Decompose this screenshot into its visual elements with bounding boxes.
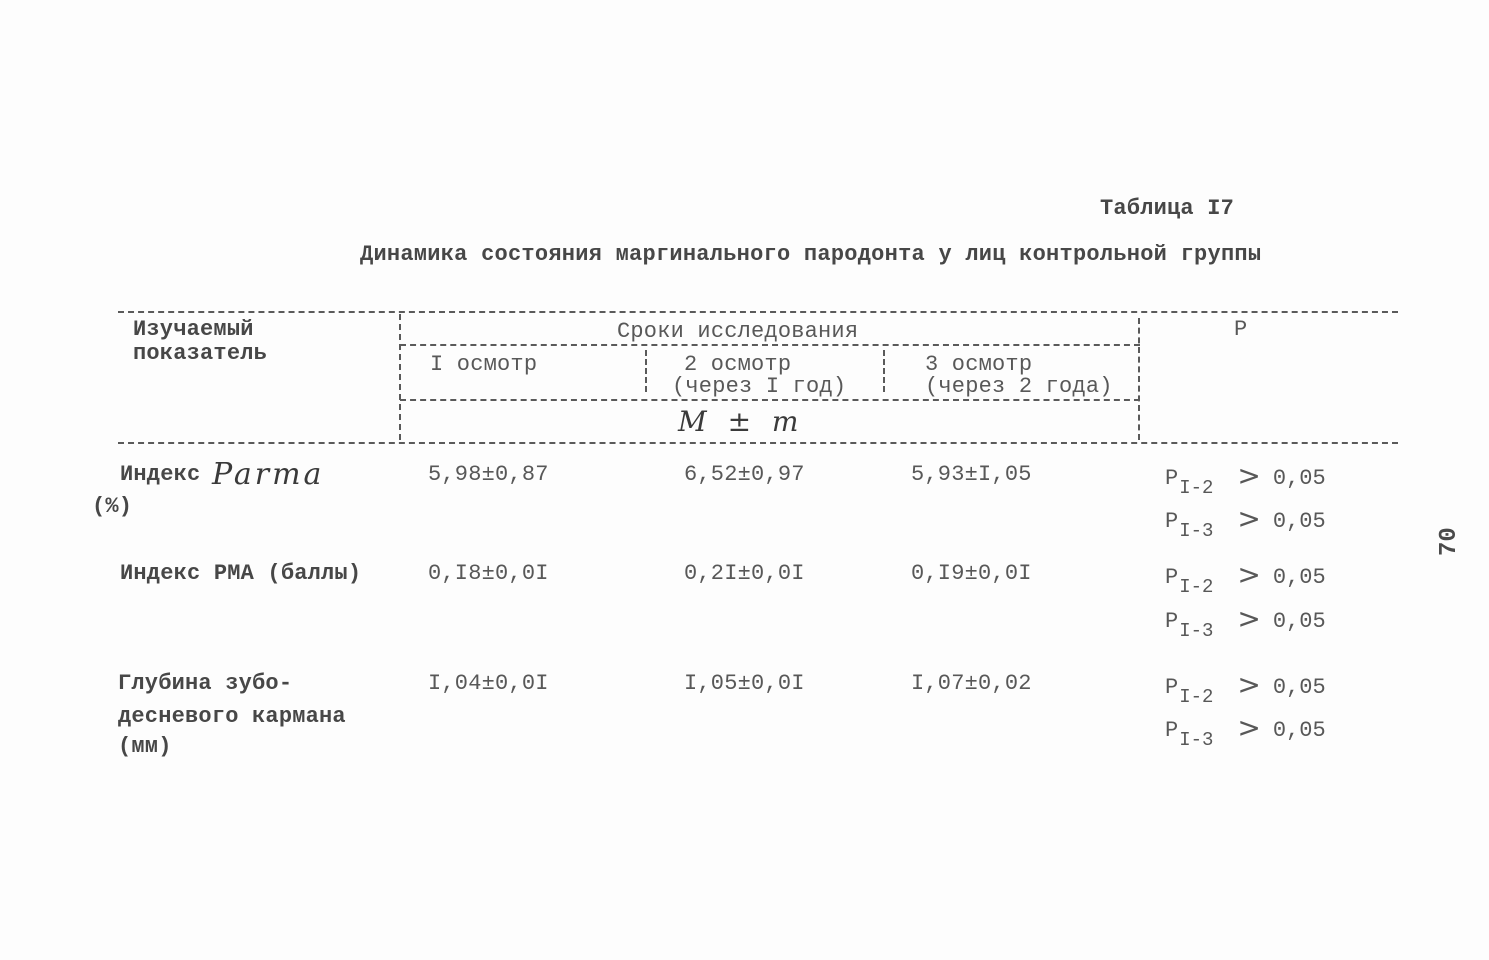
table-label: Таблица I7 [1100, 196, 1235, 221]
p-subscript: I-3 [1179, 620, 1214, 642]
greater-than-sign: > [1237, 711, 1261, 744]
table-title: Динамика состояния маргинального пародонта у лиц контрольной группы [360, 242, 1262, 267]
exam-divider-1-2 [645, 350, 647, 392]
p-subscript: I-3 [1179, 520, 1214, 542]
row2-value-exam2: 0,2I±0,0I [684, 561, 805, 586]
row3-label-line1: Глубина зубо- [118, 671, 293, 696]
table-top-rule [118, 311, 1398, 313]
row3-p-1-2 [1165, 668, 1326, 708]
p-symbol: P [1165, 718, 1179, 743]
row3-label-line3: (мм) [118, 734, 172, 759]
header-right-divider [1138, 318, 1140, 440]
row1-label-line1: Индекс [120, 462, 201, 487]
p-subscript: I-2 [1179, 576, 1214, 598]
p-subscript: I-3 [1179, 729, 1214, 751]
row1-label-line2: (%) [92, 494, 133, 519]
row1-value-exam1: 5,98±0,87 [428, 462, 549, 487]
header-indicator-line1: Изучаемый [133, 317, 254, 342]
row3-label-line2: десневого кармана [118, 704, 346, 729]
row1-value-exam2: 6,52±0,97 [684, 462, 805, 487]
greater-than-sign: > [1237, 502, 1261, 535]
p-symbol: P [1165, 509, 1179, 534]
p-subscript: I-2 [1179, 686, 1214, 708]
p-threshold: 0,05 [1272, 718, 1326, 743]
row3-value-exam1: I,04±0,0I [428, 671, 549, 696]
header-exam-3: 3 осмотр [925, 352, 1033, 377]
p-subscript: I-2 [1179, 477, 1214, 499]
p-symbol: P [1165, 609, 1179, 634]
row1-p-1-3 [1165, 502, 1326, 542]
greater-than-sign: > [1237, 558, 1261, 591]
p-threshold: 0,05 [1272, 565, 1326, 590]
row3-value-exam3: I,07±0,02 [911, 671, 1032, 696]
p-symbol: P [1165, 565, 1179, 590]
row2-p-1-3 [1165, 602, 1326, 642]
row2-p-1-2 [1165, 558, 1326, 598]
exam-divider-2-3 [883, 350, 885, 392]
header-exam-2: 2 осмотр [684, 352, 792, 377]
p-threshold: 0,05 [1272, 466, 1326, 491]
header-exam-2-note: (через I год) [672, 374, 847, 399]
header-periods: Сроки исследования [617, 319, 859, 344]
greater-than-sign: > [1237, 459, 1261, 492]
header-exam-1: I осмотр [430, 352, 538, 377]
p-threshold: 0,05 [1272, 675, 1326, 700]
header-left-divider [399, 314, 401, 440]
header-indicator-line2: показатель [133, 341, 268, 366]
row1-label-handwritten: Parma [212, 457, 325, 492]
row2-label: Индекс РМА (баллы) [120, 561, 362, 586]
row1-value-exam3: 5,93±I,05 [911, 462, 1032, 487]
page-number: 70 [1436, 527, 1463, 556]
p-threshold: 0,05 [1272, 509, 1326, 534]
p-symbol: P [1165, 466, 1179, 491]
row3-p-1-3 [1165, 711, 1326, 751]
row2-value-exam3: 0,I9±0,0I [911, 561, 1032, 586]
greater-than-sign: > [1237, 668, 1261, 701]
greater-than-sign: > [1237, 602, 1261, 635]
p-symbol: P [1165, 675, 1179, 700]
row1-p-1-2 [1165, 459, 1326, 499]
row3-value-exam2: I,05±0,0I [684, 671, 805, 696]
header-statistic-handwritten: M ± m [678, 405, 805, 438]
p-threshold: 0,05 [1272, 609, 1326, 634]
header-exam-3-note: (через 2 года) [925, 374, 1113, 399]
row2-value-exam1: 0,I8±0,0I [428, 561, 549, 586]
header-p-column: Р [1234, 317, 1248, 342]
header-bottom-rule [118, 442, 1398, 444]
